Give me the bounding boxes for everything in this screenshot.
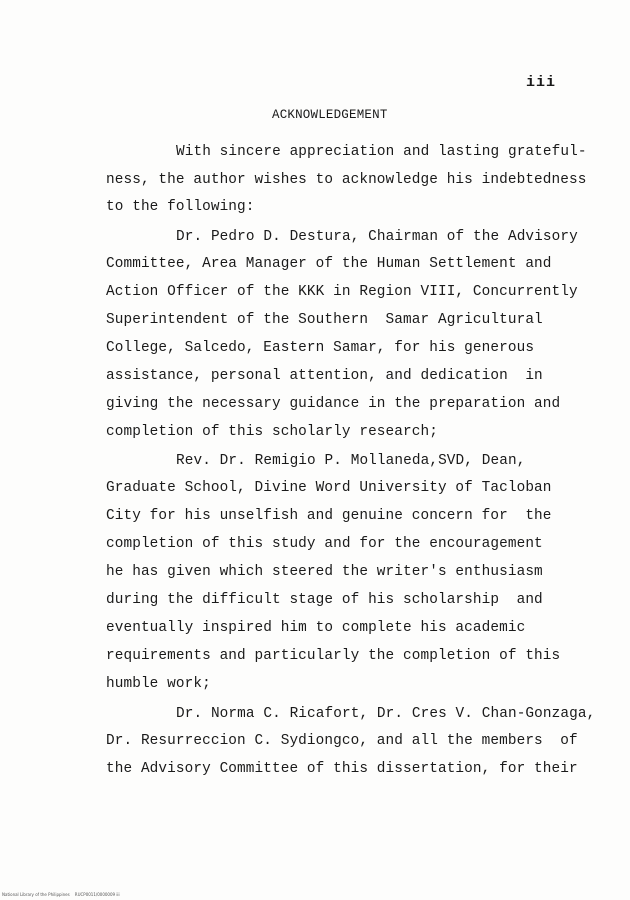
text-line: to the following: — [106, 199, 255, 215]
text-line: humble work; — [106, 676, 211, 692]
text-line: City for his unselfish and genuine concern for the — [106, 508, 552, 524]
text-line: Graduate School, Divine Word University of Tacloban — [106, 480, 552, 496]
page-title: ACKNOWLEDGEMENT — [272, 108, 388, 122]
page-number: iii — [526, 74, 557, 91]
text-line: Committee, Area Manager of the Human Settlement and — [106, 256, 552, 272]
scan-footer: National Library of the Philippines RUCP0011/0000009 iii — [2, 892, 120, 897]
text-line: ness, the author wishes to acknowledge his indebtedness — [106, 172, 587, 188]
text-line: Dr. Pedro D. Destura, Chairman of the Advisory — [176, 229, 578, 245]
text-line: Rev. Dr. Remigio P. Mollaneda,SVD, Dean, — [176, 453, 526, 469]
text-line: assistance, personal attention, and dedication in — [106, 368, 543, 384]
text-line: College, Salcedo, Eastern Samar, for his generous — [106, 340, 535, 356]
text-line: completion of this study and for the encouragement — [106, 536, 543, 552]
text-line: Action Officer of the KKK in Region VIII, Concurrently — [106, 284, 578, 300]
text-line: requirements and particularly the completion of this — [106, 648, 561, 664]
text-line: Dr. Resurreccion C. Sydiongco, and all the members of — [106, 733, 578, 749]
text-line: the Advisory Committee of this dissertation, for their — [106, 761, 578, 777]
text-line: With sincere appreciation and lasting grateful- — [176, 144, 587, 160]
text-line: eventually inspired him to complete his academic — [106, 620, 526, 636]
text-line: completion of this scholarly research; — [106, 424, 438, 440]
text-line: he has given which steered the writer's enthusiasm — [106, 564, 543, 580]
text-line: Superintendent of the Southern Samar Agricultural — [106, 312, 543, 328]
text-line: Dr. Norma C. Ricafort, Dr. Cres V. Chan-Gonzaga, — [176, 706, 596, 722]
text-line: during the difficult stage of his scholarship and — [106, 592, 543, 608]
text-line: giving the necessary guidance in the preparation and — [106, 396, 561, 412]
